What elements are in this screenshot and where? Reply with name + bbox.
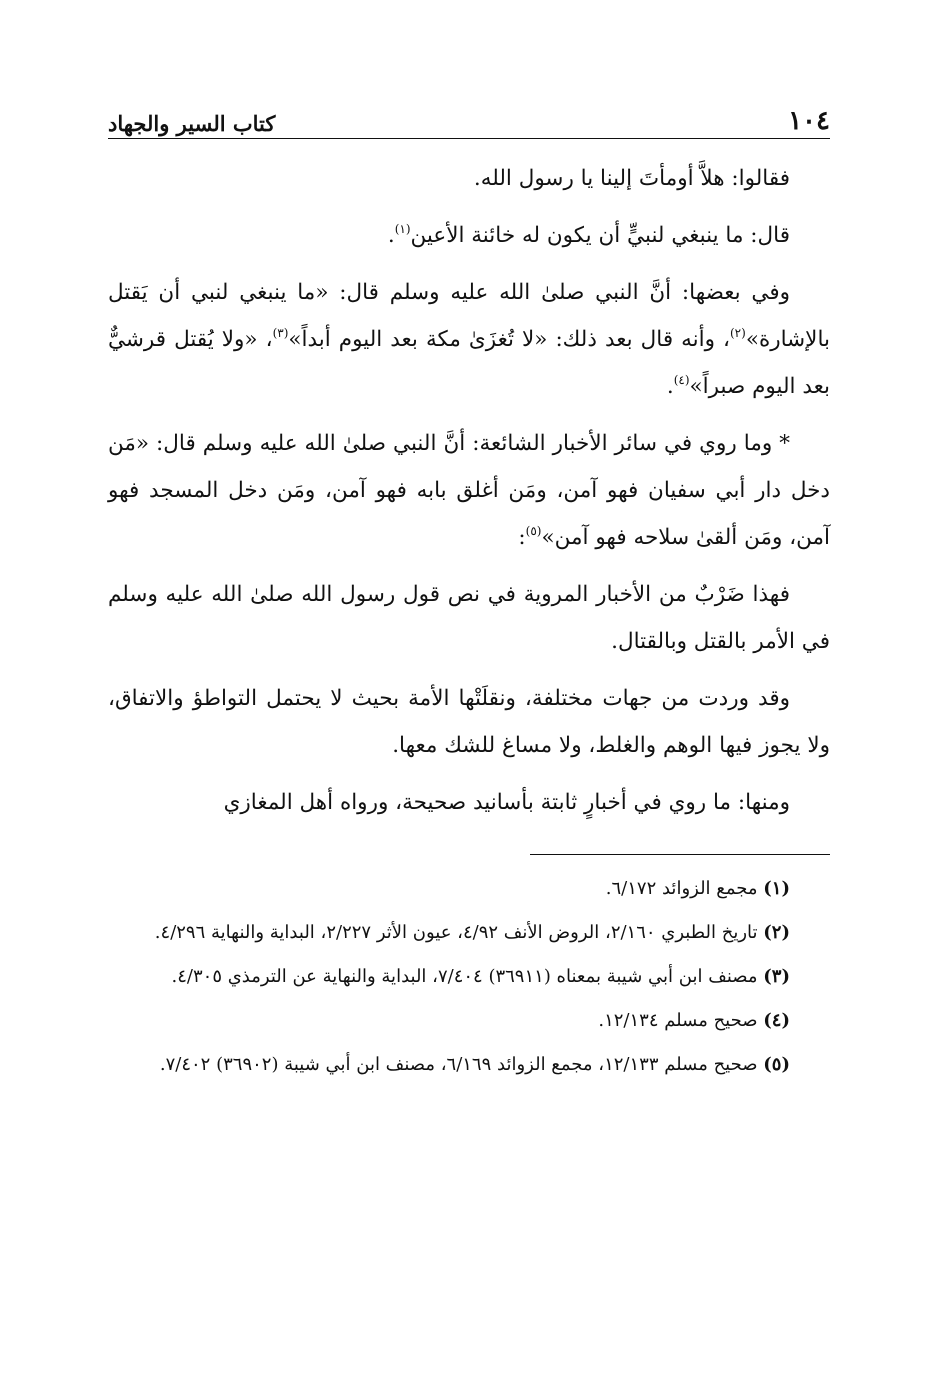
footnote-text: مصنف ابن أبي شيبة بمعناه (٣٦٩١١) ٧/٤٠٤، البداية والنهاية عن الترمذي ٤/٣٠٥. bbox=[171, 966, 758, 987]
footnote-ref[interactable]: (٣) bbox=[272, 326, 289, 340]
paragraph: فهذا ضَرْبٌ من الأخبار المروية في نص قول رسول الله صلىٰ الله عليه وسلم في الأمر بالقتل وبالقتال. bbox=[108, 582, 830, 654]
footnote-text: صحيح مسلم ١٢/١٣٤. bbox=[598, 1010, 758, 1031]
footnote-number: (٤) bbox=[763, 1010, 790, 1031]
footnote-ref[interactable]: (٤) bbox=[673, 373, 690, 387]
footnote bbox=[108, 1047, 830, 1083]
footnote bbox=[108, 1003, 830, 1039]
footnote-ref[interactable]: (١) bbox=[394, 222, 411, 236]
footnote-number: (٢) bbox=[763, 922, 790, 943]
footnote-text: تاريخ الطبري ٢/١٦٠، الروض الأنف ٤/٩٢، عيون الأثر ٢/٢٢٧، البداية والنهاية ٤/٢٩٦. bbox=[154, 922, 758, 943]
running-title: كتاب السير والجهاد bbox=[108, 111, 276, 136]
page-number: ١٠٤ bbox=[788, 106, 830, 136]
footnote-divider bbox=[530, 854, 830, 855]
footnote-number: (١) bbox=[763, 878, 790, 899]
footnote-text: صحيح مسلم ١٢/١٣٣، مجمع الزوائد ٦/١٦٩، مصنف ابن أبي شيبة (٣٦٩٠٢) ٧/٤٠٢. bbox=[159, 1054, 758, 1075]
footnotes bbox=[108, 871, 830, 1083]
footnote-ref[interactable]: (٢) bbox=[729, 326, 746, 340]
paragraph: وفي بعضها: أنَّ النبي صلىٰ الله عليه وسلم قال: «ما ينبغي لنبي أن يَقتل بالإشارة»$^{(٢)}$، وأنه قال بعد ذلك: «لا تُغزَىٰ مكة بعد اليوم أبداً»$^{(٣)}$، «ولا يُقتل قرشيٌّ بعد اليوم صبراً»$^{(٤)}$. bbox=[108, 280, 830, 399]
paragraph: * وما روي في سائر الأخبار الشائعة: أنَّ النبي صلىٰ الله عليه وسلم قال: «مَن دخل دار أبي سفيان فهو آمن، ومَن أغلق بابه فهو آمن، ومَن دخل المسجد فهو آمن، ومَن ألقىٰ سلاحه فهو آمن»$^{(٥)}$: bbox=[108, 431, 830, 550]
footnote-ref[interactable]: (٥) bbox=[525, 524, 542, 538]
footnote-text: مجمع الزوائد ٦/١٧٢. bbox=[605, 878, 758, 899]
footnote bbox=[108, 915, 830, 951]
footnote-number: (٥) bbox=[763, 1054, 790, 1075]
footnote bbox=[108, 959, 830, 995]
book-page bbox=[108, 96, 830, 1091]
paragraph: ومنها: ما روي في أخبارٍ ثابتة بأسانيد صحيحة، ورواه أهل المغازي bbox=[223, 790, 790, 815]
paragraph: فقالوا: هلاَّ أومأتَ إلينا يا رسول الله. bbox=[473, 166, 790, 191]
body-text bbox=[108, 155, 830, 826]
paragraph: قال: ما ينبغي لنبيٍّ أن يكون له خائنة الأعين$^{(١)}$. bbox=[387, 222, 790, 248]
paragraph: وقد وردت من جهات مختلفة، ونقلَتْها الأمة بحيث لا يحتمل التواطؤ والاتفاق، ولا يجوز فيها الوهم والغلط، ولا مساغ للشك معها. bbox=[108, 686, 830, 758]
page-header bbox=[108, 96, 830, 139]
footnote-number: (٣) bbox=[763, 966, 790, 987]
footnote bbox=[108, 871, 830, 907]
